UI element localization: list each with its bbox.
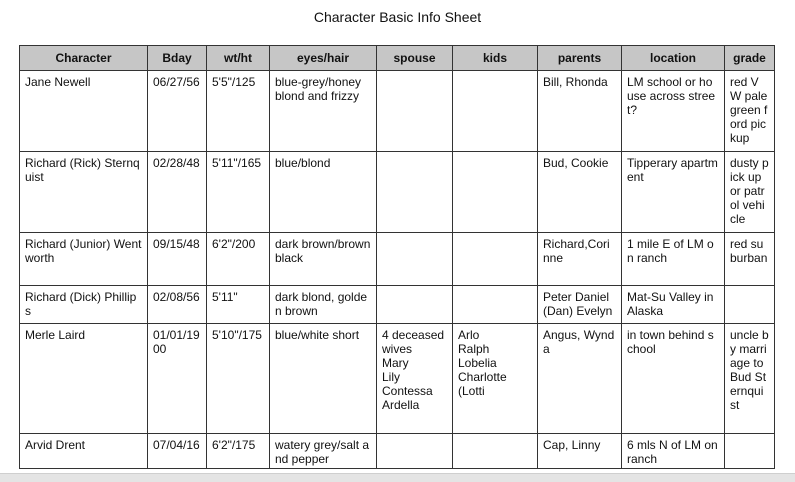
cell-bday <box>148 233 207 286</box>
cell-text: 4 deceased wives Mary Lily Contessa Ardella <box>382 328 445 412</box>
cell-text: 5'10"/175 <box>212 328 262 342</box>
cell-text: in town behind school <box>627 328 714 356</box>
cell-text: Cap, Linny <box>543 438 601 452</box>
cell-parents <box>538 152 622 233</box>
table-row <box>20 233 775 286</box>
cell-text: Peter Daniel (Dan) Evelyn <box>543 290 613 318</box>
table-row <box>20 324 775 434</box>
cell-text: Richard (Dick) Phillips <box>25 290 137 318</box>
cell-text: Tipperary apartment <box>627 156 718 184</box>
cell-eyes-hair <box>270 434 377 469</box>
cell-character <box>20 434 148 469</box>
column-header-location: location <box>622 46 725 71</box>
cell-grade <box>725 152 775 233</box>
cell-location <box>622 324 725 434</box>
cell-bday <box>148 434 207 469</box>
cell-eyes-hair <box>270 152 377 233</box>
cell-kids <box>453 71 538 152</box>
cell-location <box>622 434 725 469</box>
cell-bday <box>148 71 207 152</box>
cell-grade <box>725 434 775 469</box>
cell-spouse <box>377 152 453 233</box>
column-header-grade: grade <box>725 46 775 71</box>
cell-text: dusty pick up or patrol vehicle <box>730 156 769 226</box>
cell-kids <box>453 434 538 469</box>
cell-text: 01/01/1900 <box>153 328 200 356</box>
cell-character <box>20 324 148 434</box>
cell-spouse <box>377 434 453 469</box>
cell-text: red VW pale green ford pickup <box>730 75 771 145</box>
cell-text: dark brown/brown black <box>275 237 374 265</box>
cell-text: Richard (Junior) Wentworth <box>25 237 142 265</box>
column-header-character: Character <box>20 46 148 71</box>
cell-wt-ht <box>207 286 270 324</box>
page-title: Character Basic Info Sheet <box>313 9 482 25</box>
cell-text: LM school or house across street? <box>627 75 716 117</box>
cell-character <box>20 71 148 152</box>
column-header-parents: parents <box>538 46 622 71</box>
column-header-eyes-hair: eyes/hair <box>270 46 377 71</box>
cell-text: 06/27/56 <box>153 75 200 89</box>
window-bottom-edge <box>0 473 795 482</box>
cell-text: Richard,Corinne <box>543 237 610 265</box>
column-header-kids: kids <box>453 46 538 71</box>
column-header-bday: Bday <box>148 46 207 71</box>
table-row <box>20 286 775 324</box>
cell-text: Jane Newell <box>25 75 91 89</box>
cell-location <box>622 71 725 152</box>
cell-text: 1 mile E of LM on ranch <box>627 237 714 265</box>
cell-text: blue-grey/honey blond and frizzy <box>275 75 365 103</box>
cell-spouse <box>377 233 453 286</box>
cell-text: watery grey/salt and pepper <box>275 438 370 466</box>
cell-character <box>20 233 148 286</box>
cell-text: 5'11" <box>212 290 238 304</box>
cell-character <box>20 286 148 324</box>
cell-text: 02/08/56 <box>153 290 200 304</box>
cell-text: Richard (Rick) Sternquist <box>25 156 140 184</box>
table-body <box>20 71 775 469</box>
cell-text: red suburban <box>730 237 768 265</box>
cell-kids <box>453 152 538 233</box>
cell-wt-ht <box>207 434 270 469</box>
cell-text: Bill, Rhonda <box>543 75 608 89</box>
cell-bday <box>148 324 207 434</box>
cell-wt-ht <box>207 324 270 434</box>
cell-text: uncle by marriage to Bud Sternquist <box>730 328 769 412</box>
table-row <box>20 71 775 152</box>
cell-text: blue/blond <box>275 156 331 170</box>
cell-text: 07/04/16 <box>153 438 200 452</box>
cell-parents <box>538 71 622 152</box>
cell-parents <box>538 434 622 469</box>
cell-eyes-hair <box>270 324 377 434</box>
cell-text: Bud, Cookie <box>543 156 609 170</box>
column-header-spouse: spouse <box>377 46 453 71</box>
cell-bday <box>148 152 207 233</box>
cell-grade <box>725 233 775 286</box>
cell-text: 02/28/48 <box>153 156 200 170</box>
cell-character <box>20 152 148 233</box>
table-row <box>20 434 775 469</box>
cell-text: Arvid Drent <box>25 438 86 452</box>
cell-text: 6'2"/200 <box>212 237 256 251</box>
cell-parents <box>538 286 622 324</box>
cell-eyes-hair <box>270 233 377 286</box>
cell-text: Mat-Su Valley in Alaska <box>627 290 717 318</box>
cell-location <box>622 233 725 286</box>
cell-grade <box>725 286 775 324</box>
cell-kids <box>453 286 538 324</box>
header-row <box>20 46 775 71</box>
cell-spouse <box>377 324 453 434</box>
column-header-wt-ht: wt/ht <box>207 46 270 71</box>
cell-parents <box>538 324 622 434</box>
cell-grade <box>725 71 775 152</box>
cell-location <box>622 152 725 233</box>
cell-spouse <box>377 286 453 324</box>
character-info-table <box>19 45 775 469</box>
cell-text: 09/15/48 <box>153 237 200 251</box>
cell-kids <box>453 233 538 286</box>
cell-wt-ht <box>207 71 270 152</box>
cell-text: 5'5"/125 <box>212 75 256 89</box>
cell-bday <box>148 286 207 324</box>
cell-text: Merle Laird <box>25 328 86 342</box>
cell-text: Angus, Wynda <box>543 328 615 356</box>
cell-text: dark blond, golden brown <box>275 290 368 318</box>
cell-kids <box>453 324 538 434</box>
cell-text: 6'2"/175 <box>212 438 256 452</box>
cell-text: 6 mls N of LM on ranch <box>627 438 722 466</box>
table-row <box>20 152 775 233</box>
cell-text: Arlo Ralph Lobelia Charlotte (Lotti <box>458 328 507 398</box>
cell-text: blue/white short <box>275 328 360 342</box>
cell-text: 5'11"/165 <box>212 156 262 170</box>
cell-wt-ht <box>207 233 270 286</box>
cell-location <box>622 286 725 324</box>
cell-wt-ht <box>207 152 270 233</box>
cell-spouse <box>377 71 453 152</box>
cell-grade <box>725 324 775 434</box>
cell-eyes-hair <box>270 71 377 152</box>
cell-parents <box>538 233 622 286</box>
cell-eyes-hair <box>270 286 377 324</box>
